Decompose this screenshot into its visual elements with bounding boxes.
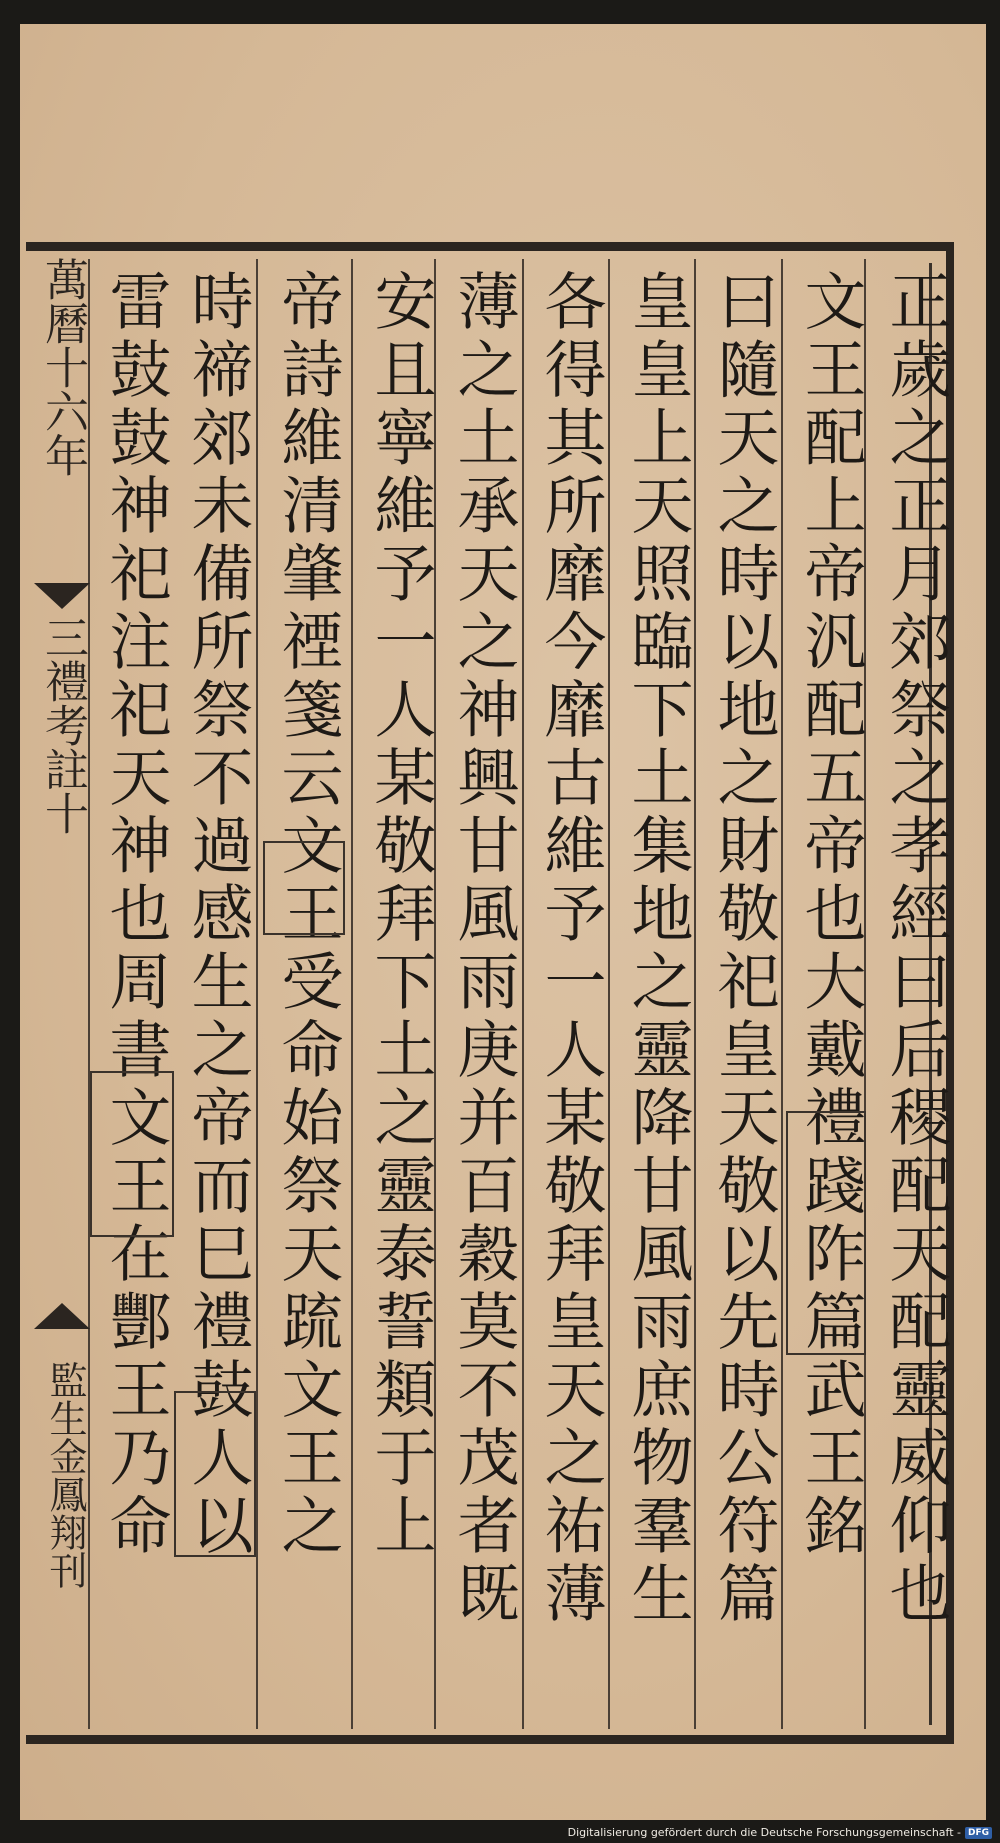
source-marker-box xyxy=(263,841,345,935)
column-rule xyxy=(351,259,353,1729)
lower-fishtail xyxy=(34,1303,90,1329)
text-column: 雷鼓鼓神祀注祀天神也周書文王在酆王乃命 xyxy=(99,269,172,1561)
text-column: 文王配上帝汎配五帝也大戴禮踐阼篇武王銘 xyxy=(794,269,867,1561)
text-column: 正歲之正月郊祭之孝經曰后稷配天配靈威仰也 xyxy=(879,269,952,1629)
column-rule xyxy=(522,259,524,1729)
digitization-credit xyxy=(568,1826,992,1839)
text-column: 安且寧維予一人某敬拜下土之靈泰誓類于上 xyxy=(364,269,437,1561)
text-column: 薄之土承天之神興甘風雨庚并百穀莫不茂者既 xyxy=(447,269,520,1629)
source-marker-box xyxy=(174,1391,256,1557)
source-marker-box xyxy=(90,1071,174,1237)
margin-carver: 監生金鳳翔刊 xyxy=(43,1361,87,1589)
margin-date: 萬曆十六年 xyxy=(37,257,88,477)
book-page xyxy=(20,24,986,1820)
dfg-logo: DFG xyxy=(965,1827,992,1839)
upper-fishtail xyxy=(34,583,90,609)
text-column: 各得其所靡今靡古維予一人某敬拜皇天之祐薄 xyxy=(534,269,607,1629)
text-column: 時禘郊未備所祭不過感生之帝而巳禮鼓人以 xyxy=(181,269,254,1561)
text-column: 曰隨天之時以地之財敬祀皇天敬以先時公符篇 xyxy=(707,269,780,1629)
credit-text: Digitalisierung gefördert durch die Deutsche Forschungsgemeinschaft - xyxy=(567,1826,961,1839)
text-column: 帝詩維清肇禋箋云文王受命始祭天䟽文王之 xyxy=(271,269,344,1561)
source-marker-box xyxy=(786,1111,866,1355)
text-column: 皇皇上天照臨下土集地之靈降甘風雨庶物羣生 xyxy=(621,269,694,1629)
column-rule xyxy=(256,259,258,1729)
margin-title: 三禮考註十 xyxy=(37,615,88,835)
printed-frame xyxy=(26,242,954,1744)
